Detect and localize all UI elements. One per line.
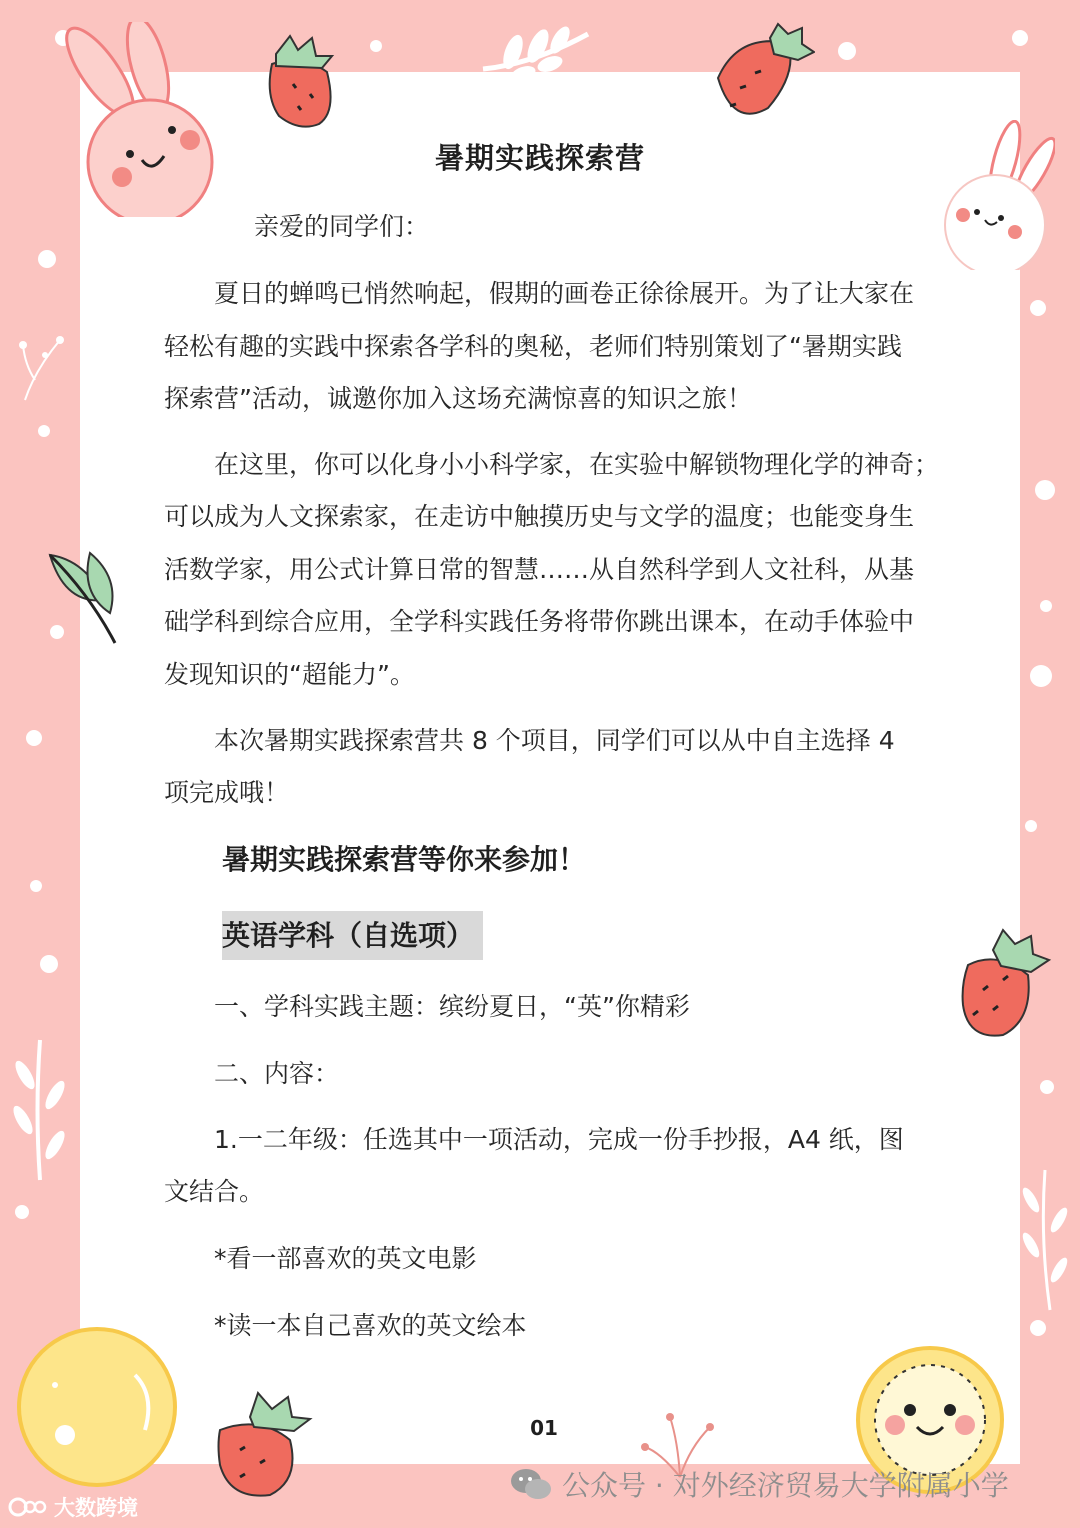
border-dot <box>15 1205 29 1219</box>
border-dot <box>1025 820 1037 832</box>
border-dot <box>370 40 382 52</box>
border-dot <box>38 425 50 437</box>
border-dot <box>1030 1320 1046 1336</box>
paragraph-line: 发现知识的“超能力”。 <box>164 660 415 689</box>
border-dot <box>838 42 856 60</box>
paragraph-line: 活数学家，用公式计算日常的智慧……从自然科学到人文社科，从基 <box>164 555 915 584</box>
bunny-icon <box>30 22 220 217</box>
page-number: 01 <box>530 1416 558 1440</box>
border-dot <box>1035 480 1055 500</box>
option-item: *看一部喜欢的英文电影 <box>214 1244 477 1273</box>
border-dot <box>1030 665 1052 687</box>
wechat-icon <box>510 1467 552 1501</box>
paragraph-line: 夏日的蝉鸣已悄然响起，假期的画卷正徐徐展开。为了让大家在 <box>214 279 915 308</box>
border-dot <box>1040 600 1052 612</box>
leaf-sprig-icon <box>5 1035 70 1185</box>
brand-text: 大数跨境 <box>54 1496 138 1520</box>
border-dot <box>30 880 42 892</box>
border-dot <box>1040 1080 1054 1094</box>
brand-logo-icon <box>8 1494 48 1520</box>
strawberry-icon <box>700 18 815 123</box>
content-label: 二、内容： <box>214 1059 340 1088</box>
paragraph-line: 可以成为人文探索家，在走访中触摸历史与文学的温度；也能变身生 <box>164 502 915 531</box>
call-to-action: 暑期实践探索营等你来参加！ <box>222 843 587 876</box>
border-dot <box>1030 300 1046 316</box>
grade-line: 1.一二年级：任选其中一项活动，完成一份手抄报，A4 纸，图 <box>214 1125 904 1154</box>
paragraph-line: 在这里，你可以化身小小科学家，在实验中解锁物理化学的神奇； <box>214 450 940 479</box>
border-dot <box>38 250 56 268</box>
strawberry-icon <box>210 1385 315 1500</box>
greeting: 亲爱的同学们： <box>254 212 430 241</box>
watermark-text: 公众号 · 对外经济贸易大学附属小学 <box>562 1469 1009 1502</box>
border-dot <box>1012 30 1028 46</box>
grade-line: 文结合。 <box>164 1177 265 1206</box>
document-title: 暑期实践探索营 <box>434 141 645 175</box>
option-item: *读一本自己喜欢的英文绘本 <box>214 1311 527 1340</box>
paragraph-line: 本次暑期实践探索营共 8 个项目，同学们可以从中自主选择 4 <box>214 726 895 755</box>
flower-sprig-icon <box>15 325 70 405</box>
border-dot <box>26 730 42 746</box>
paragraph-line: 础学科到综合应用，全学科实践任务将带你跳出课本，在动手体验中 <box>164 607 915 636</box>
leaf-sprig-icon <box>478 24 593 84</box>
paragraph-line: 项完成哦！ <box>164 778 290 807</box>
lemon-icon <box>15 1325 180 1490</box>
paragraph-line: 探索营”活动，诚邀你加入这场充满惊喜的知识之旅！ <box>164 384 752 413</box>
strawberry-icon <box>948 920 1053 1040</box>
paragraph-line: 轻松有趣的实践中探索各学科的奥秘，老师们特别策划了“暑期实践 <box>164 332 902 361</box>
section-heading: 英语学科（自选项） <box>222 919 475 952</box>
brand-mark <box>8 1492 138 1522</box>
leaf-sprig-icon <box>1015 1165 1075 1315</box>
watermark <box>510 1464 1009 1504</box>
leaf-icon <box>40 545 125 645</box>
strawberry-icon <box>258 24 343 129</box>
theme-line: 一、学科实践主题：缤纷夏日，“英”你精彩 <box>214 992 690 1021</box>
border-dot <box>40 955 58 973</box>
